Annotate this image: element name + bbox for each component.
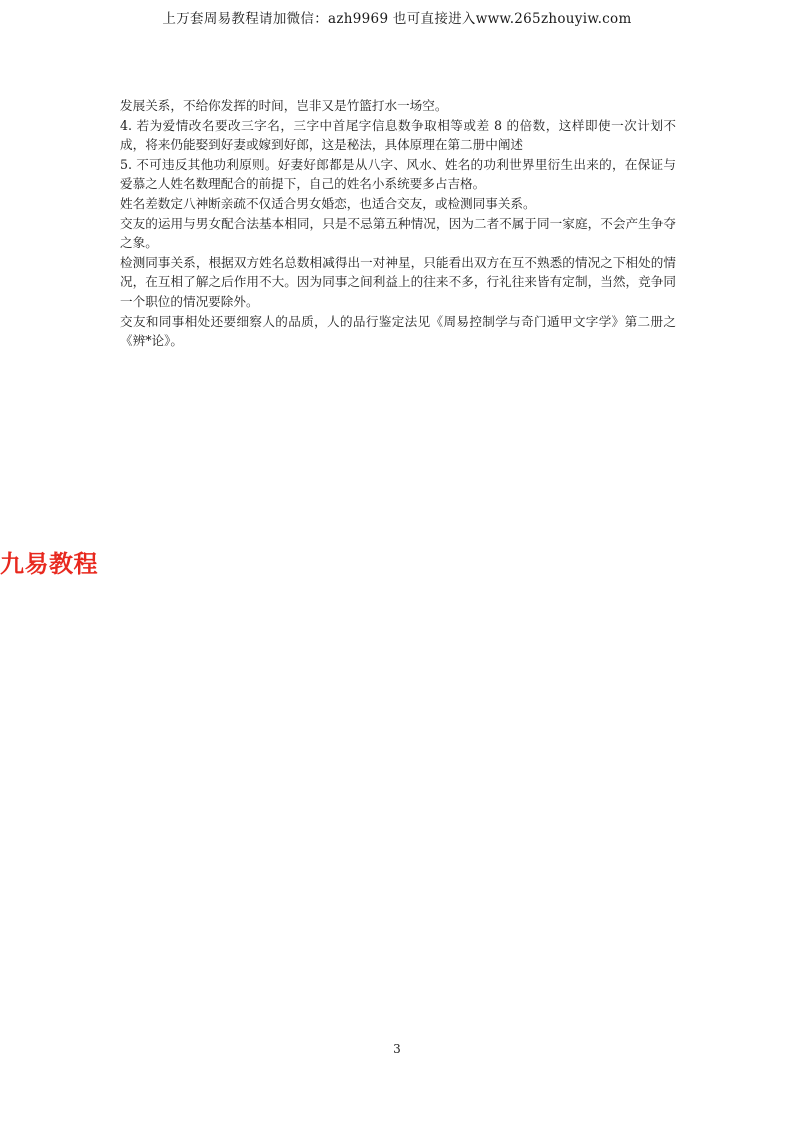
paragraph: 发展关系，不给你发挥的时间，岂非又是竹篮打水一场空。 [120, 98, 448, 113]
paragraph: 交友和同事相处还要细察人的品质，人的品行鉴定法见《周易控制学与奇门遁甲文字学》第二册之《辨*论》。 [120, 313, 676, 349]
document-body [120, 96, 676, 351]
paragraph: 5. 不可违反其他功利原则。好妻好郎都是从八字、风水、姓名的功利世界里衍生出来的，在保证与爱慕之人姓名数理配合的前提下，自己的姓名小系统要多占吉格。 [120, 156, 676, 192]
paragraph: 检测同事关系，根据双方姓名总数相减得出一对神星，只能看出双方在互不熟悉的情况之下相处的情况，在互相了解之后作用不大。因为同事之间利益上的往来不多，行礼往来皆有定制，当然，竞争同一个职位的情况要除外。 [120, 254, 676, 309]
page-number: 3 [393, 1042, 401, 1056]
paragraph: 姓名差数定八神断亲疏不仅适合男女婚恋，也适合交友，或检测同事关系。 [120, 195, 536, 211]
watermark-logo-text: 九易教程 [0, 550, 98, 578]
paragraph: 4. 若为爱情改名要改三字名，三字中首尾字信息数争取相等或差 8 的倍数，这样即使一次计划不成，将来仍能娶到好妻或嫁到好郎，这是秘法，具体原理在第二册中阐述 [120, 117, 676, 153]
paragraph: 交友的运用与男女配合法基本相同，只是不忌第五种情况，因为二者不属于同一家庭，不会产生争夺之象。 [120, 215, 676, 251]
page-header: 上万套周易教程请加微信：azh9969 也可直接进入www.265zhouyiw.com [162, 11, 632, 27]
